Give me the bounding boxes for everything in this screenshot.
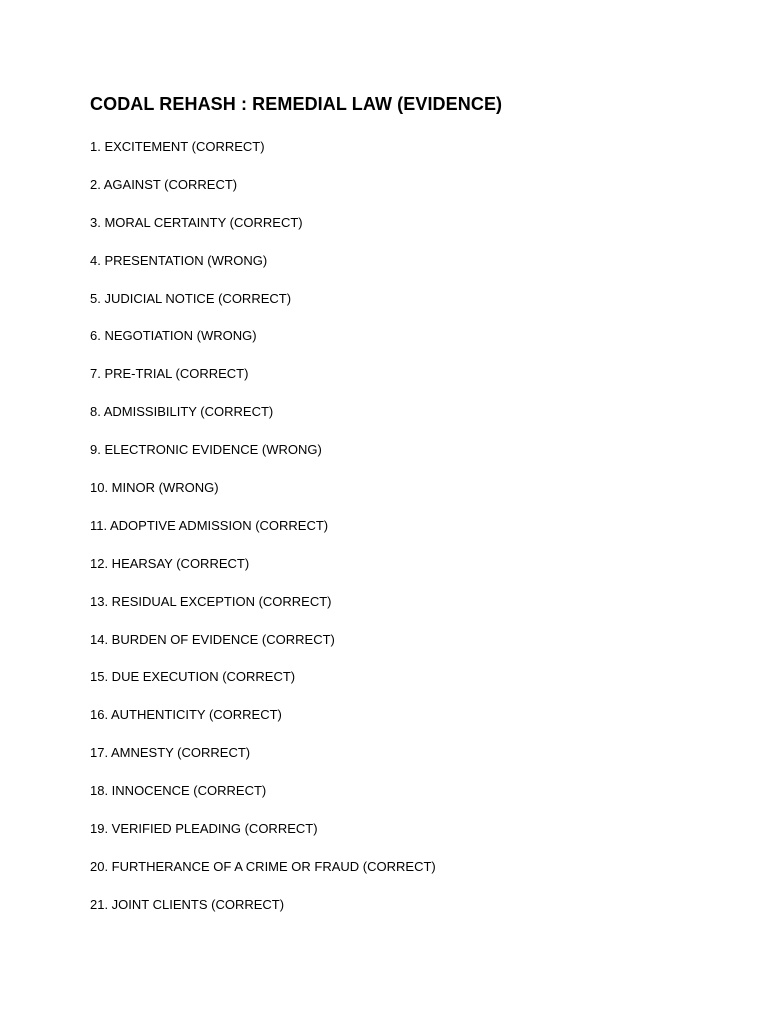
answer-item: 5. JUDICIAL NOTICE (CORRECT) <box>90 290 292 306</box>
answer-item: 8. ADMISSIBILITY (CORRECT) <box>90 404 274 420</box>
answer-item: 21. JOINT CLIENTS (CORRECT) <box>90 896 285 912</box>
answer-item: 11. ADOPTIVE ADMISSION (CORRECT) <box>90 517 329 533</box>
answer-item: 15. DUE EXECUTION (CORRECT) <box>90 669 296 685</box>
answer-item: 20. FURTHERANCE OF A CRIME OR FRAUD (CORRECT) <box>90 858 436 874</box>
document-title: CODAL REHASH : REMEDIAL LAW (EVIDENCE) <box>90 94 503 114</box>
answer-item: 19. VERIFIED PLEADING (CORRECT) <box>90 821 318 837</box>
answer-item: 6. NEGOTIATION (WRONG) <box>90 328 257 344</box>
answer-item: 2. AGAINST (CORRECT) <box>90 176 238 192</box>
answer-item: 17. AMNESTY (CORRECT) <box>90 745 251 761</box>
answer-item: 12. HEARSAY (CORRECT) <box>90 555 250 571</box>
answer-item: 4. PRESENTATION (WRONG) <box>90 252 268 268</box>
answer-item: 10. MINOR (WRONG) <box>90 480 219 496</box>
answer-item: 1. EXCITEMENT (CORRECT) <box>90 139 265 154</box>
answer-item: 18. INNOCENCE (CORRECT) <box>90 783 267 799</box>
answer-list <box>90 137 436 933</box>
answer-item: 3. MORAL CERTAINTY (CORRECT) <box>90 214 303 230</box>
answer-item: 13. RESIDUAL EXCEPTION (CORRECT) <box>90 593 332 609</box>
answer-item: 9. ELECTRONIC EVIDENCE (WRONG) <box>90 442 322 458</box>
answer-item: 16. AUTHENTICITY (CORRECT) <box>90 707 282 723</box>
answer-item: 14. BURDEN OF EVIDENCE (CORRECT) <box>90 631 335 647</box>
answer-item: 7. PRE-TRIAL (CORRECT) <box>90 366 249 382</box>
